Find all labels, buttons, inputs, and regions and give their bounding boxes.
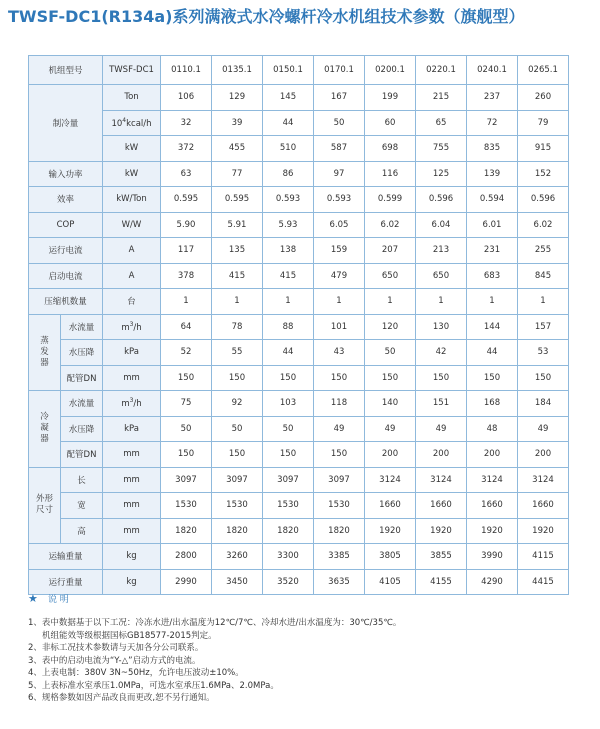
value-cell: 1820 xyxy=(314,518,365,544)
value-cell: 88 xyxy=(263,314,314,340)
value-cell: 1660 xyxy=(416,493,467,519)
unit-cell: A xyxy=(103,263,161,289)
value-cell: 167 xyxy=(314,85,365,111)
value-cell: 49 xyxy=(365,416,416,442)
value-cell: 144 xyxy=(467,314,518,340)
value-cell: 260 xyxy=(518,85,569,111)
value-cell: 63 xyxy=(161,161,212,187)
unit-cell: Ton xyxy=(103,85,161,111)
value-cell: 4115 xyxy=(518,544,569,570)
value-cell: 65 xyxy=(416,110,467,136)
value-cell: 55 xyxy=(212,340,263,366)
value-cell: 1660 xyxy=(365,493,416,519)
value-cell: 6.01 xyxy=(467,212,518,238)
value-cell: 5.90 xyxy=(161,212,212,238)
model-cell: 0200.1 xyxy=(365,56,416,85)
unit-cell: kPa xyxy=(103,340,161,366)
value-cell: 0.596 xyxy=(518,187,569,213)
row-label: 高 xyxy=(61,518,103,544)
value-cell: 0.595 xyxy=(161,187,212,213)
table-row xyxy=(29,136,569,162)
table-row xyxy=(29,85,569,111)
value-cell: 150 xyxy=(263,442,314,468)
value-cell: 4155 xyxy=(416,569,467,595)
value-cell: 3450 xyxy=(212,569,263,595)
value-cell: 103 xyxy=(263,391,314,417)
value-cell: 415 xyxy=(263,263,314,289)
note-item: 1、表中数据基于以下工况：冷冻水进/出水温度为12℃/7℃、冷却水进/出水温度为：30℃/35℃。 xyxy=(28,618,402,628)
row-label: 输入功率 xyxy=(29,161,103,187)
value-cell: 755 xyxy=(416,136,467,162)
model-cell: 0150.1 xyxy=(263,56,314,85)
vertical-label: 外形 尺寸 xyxy=(35,494,53,516)
table-row xyxy=(29,56,569,85)
table-row xyxy=(29,212,569,238)
value-cell: 3124 xyxy=(416,467,467,493)
value-cell: 3097 xyxy=(212,467,263,493)
value-cell: 1660 xyxy=(467,493,518,519)
value-cell: 4290 xyxy=(467,569,518,595)
value-cell: 3990 xyxy=(467,544,518,570)
value-cell: 64 xyxy=(161,314,212,340)
unit-cell: $m^3/h$ xyxy=(103,314,161,340)
unit-cell: kg xyxy=(103,569,161,595)
value-cell: 231 xyxy=(467,238,518,264)
value-cell: 151 xyxy=(416,391,467,417)
table-row xyxy=(29,187,569,213)
value-cell: 683 xyxy=(467,263,518,289)
value-cell: 845 xyxy=(518,263,569,289)
value-cell: 72 xyxy=(467,110,518,136)
value-cell: 49 xyxy=(518,416,569,442)
value-cell: 3097 xyxy=(314,467,365,493)
value-cell: 0.599 xyxy=(365,187,416,213)
value-cell: 39 xyxy=(212,110,263,136)
value-cell: 6.02 xyxy=(365,212,416,238)
value-cell: 3300 xyxy=(263,544,314,570)
value-cell: 4105 xyxy=(365,569,416,595)
value-cell: 207 xyxy=(365,238,416,264)
value-cell: 138 xyxy=(263,238,314,264)
row-label: 宽 xyxy=(61,493,103,519)
note-item: 3、表中的启动电流为“Y-△”启动方式的电流。 xyxy=(28,655,201,666)
value-cell: 150 xyxy=(314,365,365,391)
table-row xyxy=(29,544,569,570)
value-cell: 79 xyxy=(518,110,569,136)
row-label: COP xyxy=(29,212,103,238)
value-cell: 372 xyxy=(161,136,212,162)
value-cell: 116 xyxy=(365,161,416,187)
value-cell: 1530 xyxy=(314,493,365,519)
value-cell: 1920 xyxy=(365,518,416,544)
value-cell: 6.05 xyxy=(314,212,365,238)
note-item: 机组能效等级根据国标GB18577-2015判定。 xyxy=(42,630,217,641)
model-name: TWSF-DC1 xyxy=(103,56,161,85)
unit-cell: A xyxy=(103,238,161,264)
table-row xyxy=(29,416,569,442)
table-row xyxy=(29,263,569,289)
row-label: 长 xyxy=(61,467,103,493)
unit-cell: kPa xyxy=(103,416,161,442)
value-cell: 53 xyxy=(518,340,569,366)
value-cell: 6.04 xyxy=(416,212,467,238)
value-cell: 0.596 xyxy=(416,187,467,213)
notes-heading xyxy=(28,592,69,605)
value-cell: 42 xyxy=(416,340,467,366)
table-row xyxy=(29,110,569,136)
value-cell: 415 xyxy=(212,263,263,289)
table-row xyxy=(29,314,569,340)
value-cell: 52 xyxy=(161,340,212,366)
value-cell: 1660 xyxy=(518,493,569,519)
value-cell: 213 xyxy=(416,238,467,264)
table-row xyxy=(29,569,569,595)
value-cell: 50 xyxy=(365,340,416,366)
table-row xyxy=(29,340,569,366)
value-cell: 150 xyxy=(212,365,263,391)
value-cell: 118 xyxy=(314,391,365,417)
value-cell: 2990 xyxy=(161,569,212,595)
value-cell: 1530 xyxy=(263,493,314,519)
value-cell: 0.593 xyxy=(314,187,365,213)
value-cell: 1530 xyxy=(161,493,212,519)
value-cell: 150 xyxy=(314,442,365,468)
model-cell: 0220.1 xyxy=(416,56,467,85)
row-label: 水流量 xyxy=(61,391,103,417)
value-cell: 1820 xyxy=(161,518,212,544)
note-item: 4、上表电制：380V 3N~50Hz，允许电压波动±10%。 xyxy=(28,668,244,678)
value-cell: 50 xyxy=(212,416,263,442)
value-cell: 78 xyxy=(212,314,263,340)
value-cell: 1 xyxy=(212,289,263,315)
group-label xyxy=(29,467,61,544)
value-cell: 255 xyxy=(518,238,569,264)
value-cell: 2800 xyxy=(161,544,212,570)
value-cell: 650 xyxy=(365,263,416,289)
value-cell: 92 xyxy=(212,391,263,417)
value-cell: 1820 xyxy=(263,518,314,544)
value-cell: 650 xyxy=(416,263,467,289)
value-cell: 60 xyxy=(365,110,416,136)
value-cell: 150 xyxy=(263,365,314,391)
value-cell: 49 xyxy=(416,416,467,442)
table-row xyxy=(29,518,569,544)
value-cell: 120 xyxy=(365,314,416,340)
value-cell: 159 xyxy=(314,238,365,264)
row-label: 启动电流 xyxy=(29,263,103,289)
value-cell: 157 xyxy=(518,314,569,340)
value-cell: 44 xyxy=(263,340,314,366)
value-cell: 1820 xyxy=(212,518,263,544)
value-cell: 140 xyxy=(365,391,416,417)
value-cell: 86 xyxy=(263,161,314,187)
value-cell: 200 xyxy=(467,442,518,468)
value-cell: 50 xyxy=(161,416,212,442)
value-cell: 0.594 xyxy=(467,187,518,213)
table-row xyxy=(29,289,569,315)
value-cell: 101 xyxy=(314,314,365,340)
vertical-label: 冷 凝 器 xyxy=(40,412,49,445)
value-cell: 378 xyxy=(161,263,212,289)
value-cell: 48 xyxy=(467,416,518,442)
value-cell: 479 xyxy=(314,263,365,289)
value-cell: 4415 xyxy=(518,569,569,595)
value-cell: 3097 xyxy=(161,467,212,493)
value-cell: 49 xyxy=(314,416,365,442)
value-cell: 199 xyxy=(365,85,416,111)
unit-cell: W/W xyxy=(103,212,161,238)
notes-heading-label: 说 明 xyxy=(47,595,69,605)
value-cell: 5.93 xyxy=(263,212,314,238)
value-cell: 3635 xyxy=(314,569,365,595)
value-cell: 1 xyxy=(416,289,467,315)
unit-cell: mm xyxy=(103,467,161,493)
value-cell: 1 xyxy=(263,289,314,315)
value-cell: 184 xyxy=(518,391,569,417)
table-row xyxy=(29,493,569,519)
group-label xyxy=(29,391,61,468)
value-cell: 5.91 xyxy=(212,212,263,238)
unit-cell: mm xyxy=(103,442,161,468)
value-cell: 1 xyxy=(314,289,365,315)
value-cell: 117 xyxy=(161,238,212,264)
value-cell: 75 xyxy=(161,391,212,417)
note-item: 5、上表标准水室承压1.0MPa，可选水室承压1.6MPa、2.0MPa。 xyxy=(28,680,279,691)
value-cell: 3385 xyxy=(314,544,365,570)
value-cell: 200 xyxy=(365,442,416,468)
value-cell: 150 xyxy=(212,442,263,468)
table-row xyxy=(29,161,569,187)
value-cell: 150 xyxy=(467,365,518,391)
value-cell: 1920 xyxy=(467,518,518,544)
row-label: 配管DN xyxy=(61,365,103,391)
value-cell: 3124 xyxy=(467,467,518,493)
unit-cell: $m^3/h$ xyxy=(103,391,161,417)
value-cell: 3124 xyxy=(365,467,416,493)
value-cell: 150 xyxy=(518,365,569,391)
notes-list xyxy=(28,617,588,705)
value-cell: 3260 xyxy=(212,544,263,570)
value-cell: 50 xyxy=(314,110,365,136)
group-label xyxy=(29,314,61,391)
value-cell: 835 xyxy=(467,136,518,162)
value-cell: 130 xyxy=(416,314,467,340)
value-cell: 915 xyxy=(518,136,569,162)
row-label: 运输重量 xyxy=(29,544,103,570)
value-cell: 200 xyxy=(416,442,467,468)
value-cell: 129 xyxy=(212,85,263,111)
value-cell: 3097 xyxy=(263,467,314,493)
value-cell: 50 xyxy=(263,416,314,442)
value-cell: 200 xyxy=(518,442,569,468)
value-cell: 168 xyxy=(467,391,518,417)
value-cell: 1 xyxy=(467,289,518,315)
value-cell: 150 xyxy=(365,365,416,391)
value-cell: 135 xyxy=(212,238,263,264)
model-cell: 0135.1 xyxy=(212,56,263,85)
vertical-label: 蒸 发 器 xyxy=(40,335,49,368)
row-label: 运行电流 xyxy=(29,238,103,264)
value-cell: 145 xyxy=(263,85,314,111)
value-cell: 3805 xyxy=(365,544,416,570)
value-cell: 3855 xyxy=(416,544,467,570)
model-cell: 0170.1 xyxy=(314,56,365,85)
value-cell: 6.02 xyxy=(518,212,569,238)
model-cell: 0265.1 xyxy=(518,56,569,85)
page-title: TWSF-DC1(R134a)系列满液式水冷螺杆冷水机组技术参数（旗舰型） xyxy=(8,7,525,26)
value-cell: 1 xyxy=(518,289,569,315)
unit-cell: mm xyxy=(103,493,161,519)
value-cell: 152 xyxy=(518,161,569,187)
unit-cell: kW xyxy=(103,136,161,162)
row-label: 运行重量 xyxy=(29,569,103,595)
unit-cell: kW xyxy=(103,161,161,187)
value-cell: 3124 xyxy=(518,467,569,493)
value-cell: 44 xyxy=(263,110,314,136)
value-cell: 510 xyxy=(263,136,314,162)
value-cell: 139 xyxy=(467,161,518,187)
value-cell: 43 xyxy=(314,340,365,366)
value-cell: 698 xyxy=(365,136,416,162)
table-row xyxy=(29,467,569,493)
value-cell: 1920 xyxy=(518,518,569,544)
model-cell: 0240.1 xyxy=(467,56,518,85)
value-cell: 3520 xyxy=(263,569,314,595)
row-label: 制冷量 xyxy=(29,85,103,162)
table-row xyxy=(29,391,569,417)
value-cell: 0.593 xyxy=(263,187,314,213)
row-label: 水流量 xyxy=(61,314,103,340)
row-label: 水压降 xyxy=(61,416,103,442)
star-icon: ★ xyxy=(28,592,38,605)
value-cell: 237 xyxy=(467,85,518,111)
unit-cell: $10^4kcal/h$ xyxy=(103,110,161,136)
table-row xyxy=(29,238,569,264)
unit-cell: mm xyxy=(103,365,161,391)
row-label: 机组型号 xyxy=(29,56,103,85)
value-cell: 77 xyxy=(212,161,263,187)
value-cell: 106 xyxy=(161,85,212,111)
row-label: 压缩机数量 xyxy=(29,289,103,315)
value-cell: 150 xyxy=(161,442,212,468)
value-cell: 215 xyxy=(416,85,467,111)
table-row xyxy=(29,365,569,391)
value-cell: 44 xyxy=(467,340,518,366)
value-cell: 97 xyxy=(314,161,365,187)
unit-cell: kW/Ton xyxy=(103,187,161,213)
value-cell: 150 xyxy=(416,365,467,391)
value-cell: 1920 xyxy=(416,518,467,544)
value-cell: 0.595 xyxy=(212,187,263,213)
value-cell: 1 xyxy=(161,289,212,315)
value-cell: 587 xyxy=(314,136,365,162)
table-row xyxy=(29,442,569,468)
value-cell: 125 xyxy=(416,161,467,187)
model-cell: 0110.1 xyxy=(161,56,212,85)
spec-table xyxy=(28,55,569,595)
unit-cell: 台 xyxy=(103,289,161,315)
row-label: 效率 xyxy=(29,187,103,213)
value-cell: 32 xyxy=(161,110,212,136)
value-cell: 1530 xyxy=(212,493,263,519)
unit-cell: mm xyxy=(103,518,161,544)
unit-cell: kg xyxy=(103,544,161,570)
note-item: 6、规格参数如因产品改良而更改,恕不另行通知。 xyxy=(28,693,215,703)
row-label: 配管DN xyxy=(61,442,103,468)
value-cell: 455 xyxy=(212,136,263,162)
note-item: 2、非标工况技术参数请与天加各分公司联系。 xyxy=(28,643,204,653)
value-cell: 1 xyxy=(365,289,416,315)
value-cell: 150 xyxy=(161,365,212,391)
row-label: 水压降 xyxy=(61,340,103,366)
